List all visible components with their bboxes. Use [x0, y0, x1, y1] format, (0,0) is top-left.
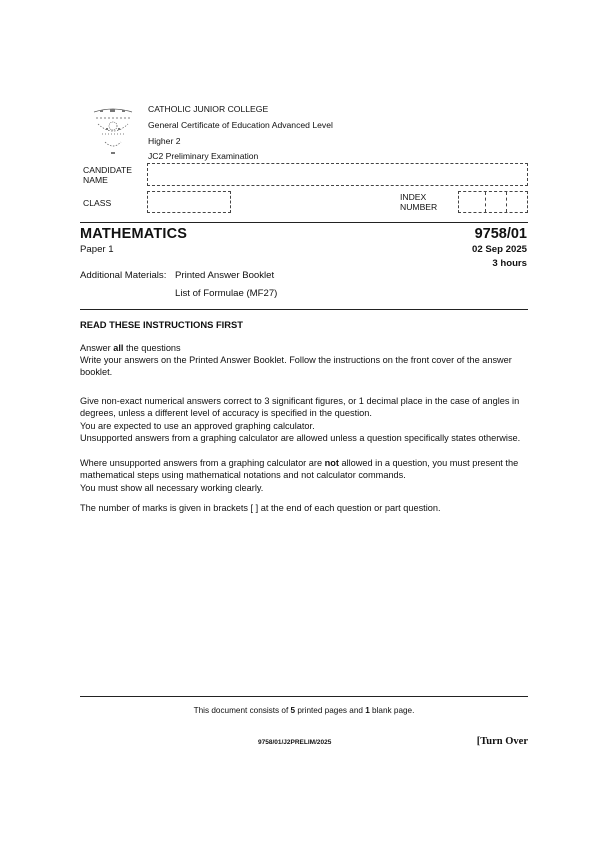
instruction-numeric: Give non-exact numerical answers correct to 3 significant figures, or 1 decimal place in the case of angles in degrees, unless a different level of accuracy is specified in the question. — [80, 396, 520, 419]
index-label-line1: INDEX — [400, 192, 427, 202]
college-crest-logo — [88, 104, 138, 160]
paper-number: Paper 1 — [80, 244, 114, 255]
exam-date: 02 Sep 2025 — [472, 244, 527, 255]
text-span: This document consists of — [193, 706, 291, 715]
candidate-label-line2: NAME — [83, 175, 108, 185]
text-span: Where unsupported answers from a graphing calculator are — [80, 458, 325, 468]
exam-title: JC2 Preliminary Examination — [148, 151, 259, 161]
exam-duration: 3 hours — [492, 258, 527, 269]
level-title: Higher 2 — [148, 136, 181, 146]
candidate-label-line1: CANDIDATE — [83, 165, 133, 175]
index-number-label — [400, 192, 437, 212]
pages-count: 5 — [290, 706, 296, 715]
divider-line — [80, 222, 528, 223]
class-field[interactable] — [147, 191, 231, 213]
index-label-line2: NUMBER — [400, 202, 438, 212]
instruction-answer — [80, 342, 528, 354]
index-cell-divider — [506, 192, 527, 212]
text-span: blank page. — [369, 706, 415, 715]
additional-materials-label: Additional Materials: — [80, 270, 167, 281]
instruction-write: Write your answers on the Printed Answer Booklet. Follow the instructions on the front cover of the answer booklet. — [80, 355, 512, 378]
footer-divider — [80, 696, 528, 697]
subject-title: MATHEMATICS — [80, 226, 188, 242]
text-span: allowed in a question, you must present the mathematical steps using mathematical notations and not calculator commands. — [80, 458, 519, 481]
instruction-unsupported: Unsupported answers from a graphing calculator are allowed unless a question specifically states otherwise. — [80, 433, 521, 443]
instruction-calculator: You are expected to use an approved graphing calculator. — [80, 421, 315, 431]
school-name: CATHOLIC JUNIOR COLLEGE — [148, 104, 269, 114]
index-cell-divider — [485, 192, 506, 212]
bold-span: all — [113, 343, 124, 353]
bold-span: not — [324, 458, 339, 468]
instruction-marks: The number of marks is given in brackets [ ] at the end of each question or part question. — [80, 503, 441, 513]
instructions-heading: READ THESE INSTRUCTIONS FIRST — [80, 319, 244, 330]
text-span: Answer — [80, 343, 114, 353]
paper-code: 9758/01 — [474, 226, 527, 242]
class-label: CLASS — [83, 198, 112, 208]
material-item: Printed Answer Booklet — [175, 270, 275, 281]
document-consists-note — [80, 706, 528, 715]
text-span: the questions — [123, 343, 181, 353]
blank-count: 1 — [365, 706, 370, 715]
index-number-field[interactable] — [458, 191, 528, 213]
certificate-title: General Certificate of Education Advanced Level — [148, 120, 333, 130]
candidate-name-field[interactable] — [147, 163, 528, 186]
document-code: 9758/01/J2PRELIM/2025 — [258, 739, 332, 746]
divider-line — [80, 309, 528, 310]
text-span: printed pages and — [295, 706, 366, 715]
material-item: List of Formulae (MF27) — [175, 288, 278, 299]
candidate-name-label — [83, 165, 132, 185]
turn-over-label: [Turn Over — [476, 736, 528, 747]
instruction-working: You must show all necessary working clearly. — [80, 483, 264, 493]
instruction-where — [80, 457, 528, 482]
